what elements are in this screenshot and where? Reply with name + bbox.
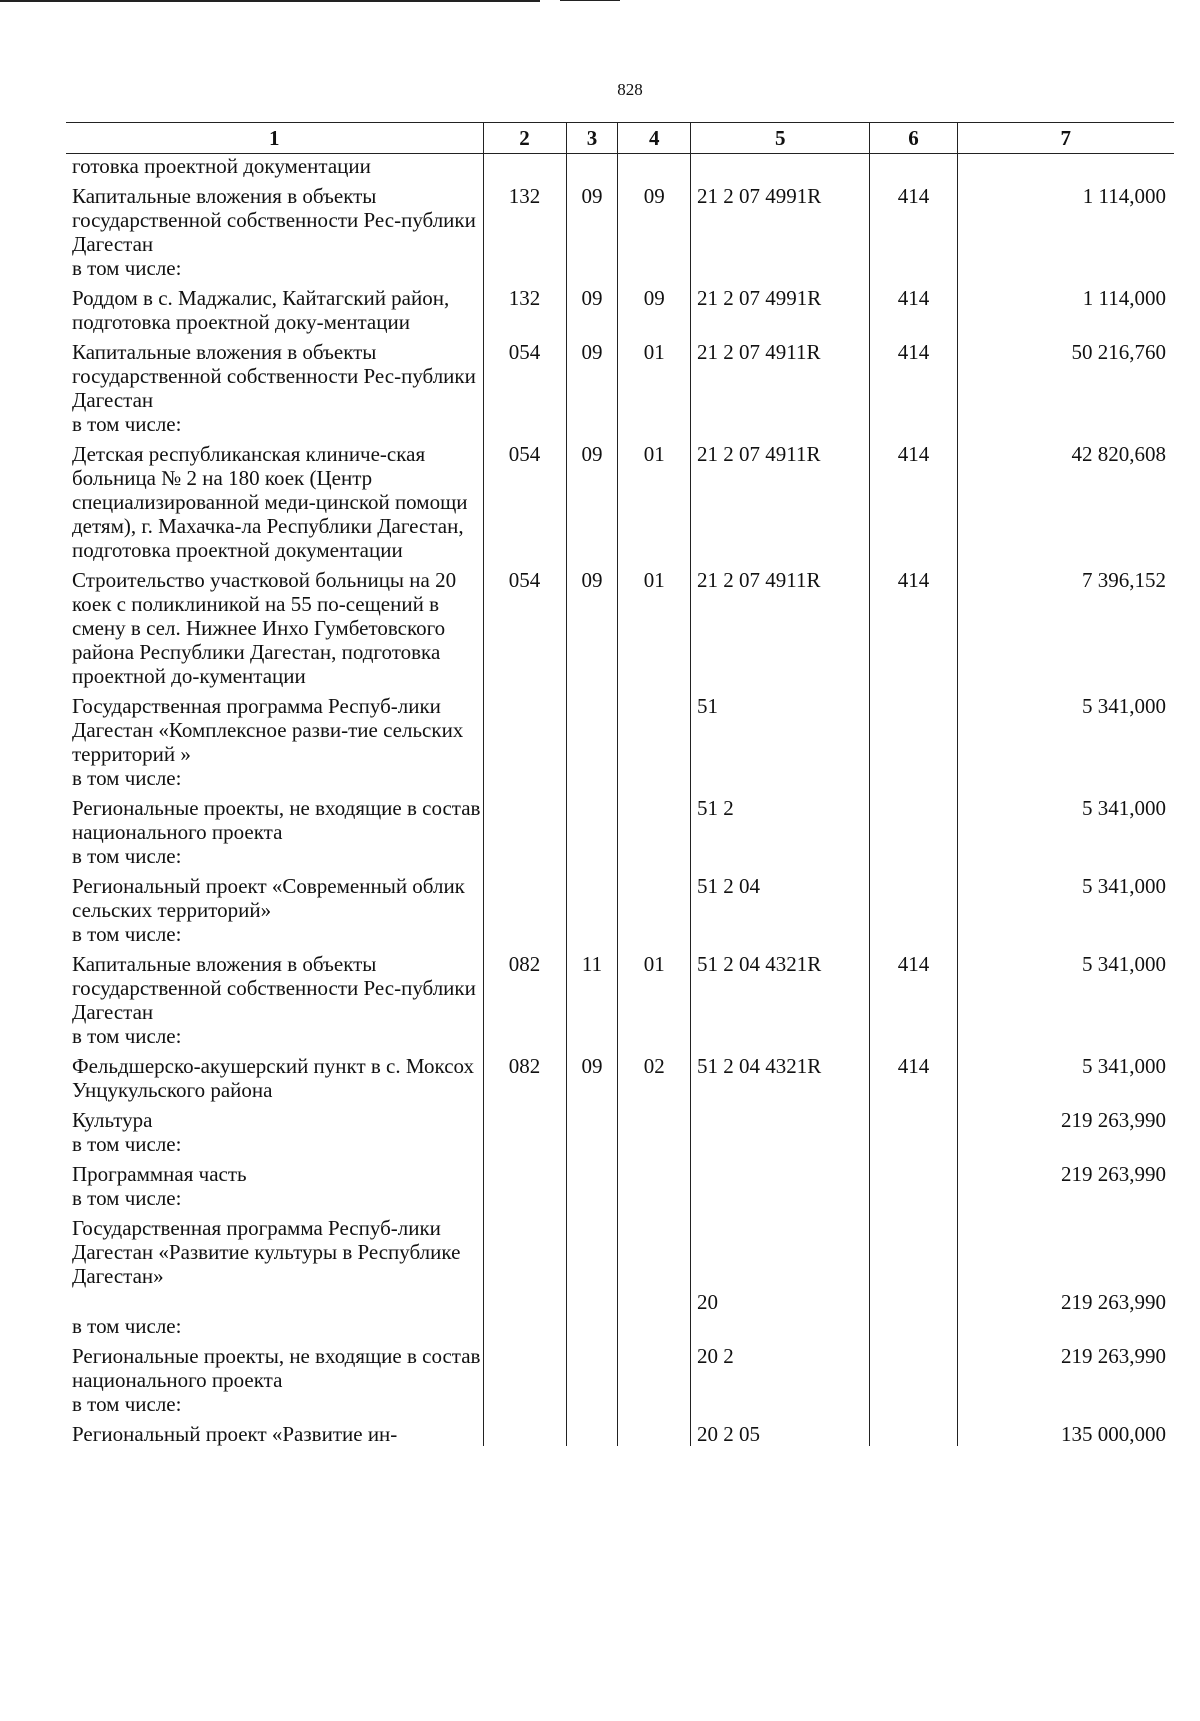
row-target-code xyxy=(691,256,870,280)
row-section-code: 09 xyxy=(566,280,618,334)
row-admin-code xyxy=(483,1210,566,1314)
row-subsection-code: 09 xyxy=(618,280,691,334)
table-row xyxy=(66,562,1174,688)
row-name: Культура xyxy=(72,1108,153,1132)
table-row xyxy=(66,790,1174,844)
row-section-code xyxy=(566,1024,618,1048)
row-expense-type: 414 xyxy=(870,562,957,688)
row-name: в том числе: xyxy=(72,1024,182,1048)
row-admin-code xyxy=(483,1416,566,1446)
row-admin-code: 054 xyxy=(483,334,566,412)
row-amount: 1 114,000 xyxy=(957,178,1174,256)
row-target-code xyxy=(691,1132,870,1156)
row-expense-type: 414 xyxy=(870,1048,957,1102)
row-section-code xyxy=(566,1102,618,1132)
row-name: Государственная программа Респуб-лики Дагестан «Комплексное разви-тие сельских территорий » xyxy=(72,694,464,766)
row-amount xyxy=(957,844,1174,868)
table-row xyxy=(66,436,1174,562)
table-row xyxy=(66,1392,1174,1416)
row-amount xyxy=(957,922,1174,946)
row-expense-type: 414 xyxy=(870,178,957,256)
row-subsection-code xyxy=(618,844,691,868)
table-row xyxy=(66,1314,1174,1338)
row-expense-type xyxy=(870,922,957,946)
row-expense-type xyxy=(870,790,957,844)
row-subsection-code xyxy=(618,790,691,844)
row-subsection-code xyxy=(618,1132,691,1156)
row-admin-code xyxy=(483,1132,566,1156)
row-section-code xyxy=(566,1186,618,1210)
row-target-code: 21 2 07 4911R xyxy=(691,334,870,412)
row-amount: 42 820,608 xyxy=(957,436,1174,562)
row-admin-code: 082 xyxy=(483,1048,566,1102)
table-row xyxy=(66,1102,1174,1132)
row-section-code xyxy=(566,868,618,922)
row-target-code xyxy=(691,1186,870,1210)
row-target-code xyxy=(691,1024,870,1048)
row-name: Детская республиканская клиниче-ская больница № 2 на 180 коек (Центр специализированной меди-цинской помощи детям), г. Махачка-ла Республики Дагестан, подготовка проектной документации xyxy=(72,442,468,562)
row-target-code xyxy=(691,766,870,790)
table-row xyxy=(66,1186,1174,1210)
row-target-code xyxy=(691,922,870,946)
row-amount xyxy=(957,1186,1174,1210)
row-target-code xyxy=(691,1392,870,1416)
row-name: Региональный проект «Развитие ин- xyxy=(72,1422,398,1446)
row-expense-type xyxy=(870,868,957,922)
row-admin-code xyxy=(483,1338,566,1392)
row-admin-code xyxy=(483,1186,566,1210)
row-section-code xyxy=(566,1210,618,1314)
row-amount xyxy=(957,1392,1174,1416)
row-expense-type xyxy=(870,844,957,868)
row-name: в том числе: xyxy=(72,766,182,790)
row-name: в том числе: xyxy=(72,1186,182,1210)
table-row xyxy=(66,1338,1174,1392)
row-amount: 5 341,000 xyxy=(957,868,1174,922)
row-section-code: 11 xyxy=(566,946,618,1024)
row-amount: 219 263,990 xyxy=(957,1156,1174,1186)
row-target-code: 21 2 07 4991R xyxy=(691,178,870,256)
row-amount xyxy=(957,1314,1174,1338)
table-row xyxy=(66,256,1174,280)
row-expense-type xyxy=(870,1102,957,1132)
row-admin-code xyxy=(483,844,566,868)
row-amount: 5 341,000 xyxy=(957,790,1174,844)
row-admin-code xyxy=(483,922,566,946)
row-admin-code: 054 xyxy=(483,562,566,688)
row-expense-type: 414 xyxy=(870,946,957,1024)
row-subsection-code: 01 xyxy=(618,334,691,412)
row-subsection-code xyxy=(618,1416,691,1446)
table-row xyxy=(66,868,1174,922)
table-row xyxy=(66,154,1174,179)
table-row xyxy=(66,1132,1174,1156)
table-row xyxy=(66,688,1174,766)
row-admin-code xyxy=(483,790,566,844)
table-row xyxy=(66,1156,1174,1186)
row-amount xyxy=(957,1024,1174,1048)
row-expense-type xyxy=(870,688,957,766)
row-subsection-code xyxy=(618,1024,691,1048)
row-subsection-code xyxy=(618,868,691,922)
scan-edge-line xyxy=(560,0,620,1)
row-expense-type xyxy=(870,1338,957,1392)
row-target-code: 21 2 07 4911R xyxy=(691,562,870,688)
row-target-code: 20 2 05 xyxy=(691,1416,870,1446)
table-row xyxy=(66,412,1174,436)
row-expense-type: 414 xyxy=(870,280,957,334)
row-name: Капитальные вложения в объекты государственной собственности Рес-публики Дагестан xyxy=(72,184,476,256)
row-admin-code xyxy=(483,868,566,922)
row-subsection-code xyxy=(618,154,691,179)
row-subsection-code: 01 xyxy=(618,562,691,688)
row-admin-code xyxy=(483,1156,566,1186)
row-section-code: 09 xyxy=(566,436,618,562)
row-subsection-code xyxy=(618,1186,691,1210)
row-admin-code xyxy=(483,412,566,436)
table-row xyxy=(66,334,1174,412)
row-section-code xyxy=(566,766,618,790)
row-target-code xyxy=(691,412,870,436)
row-target-code xyxy=(691,1156,870,1186)
row-target-code: 21 2 07 4911R xyxy=(691,436,870,562)
row-section-code xyxy=(566,1132,618,1156)
row-amount: 1 114,000 xyxy=(957,280,1174,334)
row-subsection-code xyxy=(618,1314,691,1338)
row-expense-type: 414 xyxy=(870,334,957,412)
row-name: Роддом в с. Маджалис, Кайтагский район, подготовка проектной доку-ментации xyxy=(72,286,450,334)
row-name: Капитальные вложения в объекты государственной собственности Рес-публики Дагестан xyxy=(72,952,476,1024)
row-admin-code: 054 xyxy=(483,436,566,562)
row-expense-type xyxy=(870,1132,957,1156)
row-expense-type xyxy=(870,256,957,280)
table-row xyxy=(66,844,1174,868)
row-subsection-code xyxy=(618,1102,691,1132)
row-name: Фельдшерско-акушерский пункт в с. Моксох Унцукульского района xyxy=(72,1054,475,1102)
column-header: 1 xyxy=(66,123,483,154)
row-section-code: 09 xyxy=(566,562,618,688)
table-row xyxy=(66,1024,1174,1048)
row-section-code xyxy=(566,844,618,868)
row-section-code xyxy=(566,256,618,280)
row-subsection-code xyxy=(618,256,691,280)
row-subsection-code xyxy=(618,1392,691,1416)
row-subsection-code: 01 xyxy=(618,946,691,1024)
table-row xyxy=(66,766,1174,790)
row-name: Государственная программа Респуб-лики Дагестан «Развитие культуры в Республике Дагестан» xyxy=(72,1216,461,1288)
page-number: 828 xyxy=(617,80,643,99)
row-name: в том числе: xyxy=(72,922,182,946)
row-amount: 5 341,000 xyxy=(957,946,1174,1024)
row-name: в том числе: xyxy=(72,1392,182,1416)
row-expense-type xyxy=(870,412,957,436)
row-section-code xyxy=(566,790,618,844)
column-header: 2 xyxy=(483,123,566,154)
row-subsection-code xyxy=(618,688,691,766)
row-expense-type xyxy=(870,154,957,179)
row-section-code: 09 xyxy=(566,1048,618,1102)
row-amount: 219 263,990 xyxy=(957,1102,1174,1132)
row-amount: 219 263,990 xyxy=(957,1338,1174,1392)
row-target-code xyxy=(691,1102,870,1132)
row-amount: 135 000,000 xyxy=(957,1416,1174,1446)
row-expense-type xyxy=(870,1210,957,1314)
row-name: в том числе: xyxy=(72,1314,182,1338)
row-target-code: 51 2 04 4321R xyxy=(691,946,870,1024)
row-section-code xyxy=(566,1392,618,1416)
row-name: Строительство участковой больницы на 20 коек с поликлиникой на 55 по-сещений в смену в сел. Нижнее Инхо Гумбетовского района Республики Дагестан, подготовка проектной до-кументации xyxy=(72,568,457,688)
row-section-code: 09 xyxy=(566,334,618,412)
table-header-row xyxy=(66,123,1174,154)
row-admin-code: 082 xyxy=(483,946,566,1024)
row-target-code: 51 xyxy=(691,688,870,766)
row-admin-code xyxy=(483,256,566,280)
row-expense-type xyxy=(870,1314,957,1338)
row-expense-type xyxy=(870,1024,957,1048)
row-amount: 7 396,152 xyxy=(957,562,1174,688)
row-name: Программная часть xyxy=(72,1162,247,1186)
row-amount xyxy=(957,1132,1174,1156)
row-admin-code xyxy=(483,688,566,766)
row-target-code xyxy=(691,844,870,868)
row-expense-type xyxy=(870,1392,957,1416)
row-admin-code xyxy=(483,1314,566,1338)
row-target-code: 51 2 04 4321R xyxy=(691,1048,870,1102)
row-admin-code xyxy=(483,766,566,790)
row-name: Региональный проект «Современный облик сельских территорий» xyxy=(72,874,465,922)
column-header: 6 xyxy=(870,123,957,154)
row-amount xyxy=(957,154,1174,179)
column-header: 7 xyxy=(957,123,1174,154)
row-amount: 219 263,990 xyxy=(957,1210,1174,1314)
row-admin-code: 132 xyxy=(483,178,566,256)
row-section-code: 09 xyxy=(566,178,618,256)
row-subsection-code: 01 xyxy=(618,436,691,562)
row-target-code: 20 2 xyxy=(691,1338,870,1392)
row-section-code xyxy=(566,1416,618,1446)
row-subsection-code: 09 xyxy=(618,178,691,256)
row-subsection-code xyxy=(618,922,691,946)
table-row xyxy=(66,1210,1174,1314)
row-target-code: 21 2 07 4991R xyxy=(691,280,870,334)
row-admin-code xyxy=(483,154,566,179)
table-row xyxy=(66,178,1174,256)
row-amount: 5 341,000 xyxy=(957,1048,1174,1102)
row-expense-type xyxy=(870,1186,957,1210)
row-subsection-code xyxy=(618,766,691,790)
row-name: в том числе: xyxy=(72,256,182,280)
row-amount: 50 216,760 xyxy=(957,334,1174,412)
row-expense-type: 414 xyxy=(870,436,957,562)
row-section-code xyxy=(566,922,618,946)
row-amount xyxy=(957,766,1174,790)
row-amount xyxy=(957,412,1174,436)
row-section-code xyxy=(566,412,618,436)
row-section-code xyxy=(566,1338,618,1392)
row-subsection-code: 02 xyxy=(618,1048,691,1102)
row-section-code xyxy=(566,154,618,179)
row-target-code: 51 2 xyxy=(691,790,870,844)
row-subsection-code xyxy=(618,1156,691,1186)
table-row xyxy=(66,1048,1174,1102)
row-name: в том числе: xyxy=(72,1132,182,1156)
column-header: 5 xyxy=(691,123,870,154)
row-expense-type xyxy=(870,1416,957,1446)
row-amount: 5 341,000 xyxy=(957,688,1174,766)
row-name: в том числе: xyxy=(72,412,182,436)
row-subsection-code xyxy=(618,1338,691,1392)
row-expense-type xyxy=(870,766,957,790)
row-section-code xyxy=(566,1314,618,1338)
row-subsection-code xyxy=(618,412,691,436)
row-section-code xyxy=(566,1156,618,1186)
row-admin-code xyxy=(483,1392,566,1416)
row-name: Региональные проекты, не входящие в состав национального проекта xyxy=(72,1344,481,1392)
row-target-code: 51 2 04 xyxy=(691,868,870,922)
row-subsection-code xyxy=(618,1210,691,1314)
row-amount xyxy=(957,256,1174,280)
row-name: готовка проектной документации xyxy=(72,154,371,178)
row-expense-type xyxy=(870,1156,957,1186)
row-target-code xyxy=(691,154,870,179)
budget-table xyxy=(66,122,1174,1446)
row-target-code xyxy=(691,1314,870,1338)
column-header: 3 xyxy=(566,123,618,154)
row-admin-code xyxy=(483,1102,566,1132)
row-admin-code: 132 xyxy=(483,280,566,334)
table-row xyxy=(66,280,1174,334)
row-target-code: 20 xyxy=(691,1210,870,1314)
scan-edge-line xyxy=(0,0,540,2)
column-header: 4 xyxy=(618,123,691,154)
row-name: Капитальные вложения в объекты государственной собственности Рес-публики Дагестан xyxy=(72,340,476,412)
row-admin-code xyxy=(483,1024,566,1048)
row-name: Региональные проекты, не входящие в состав национального проекта xyxy=(72,796,481,844)
table-row xyxy=(66,1416,1174,1446)
table-row xyxy=(66,922,1174,946)
row-section-code xyxy=(566,688,618,766)
table-row xyxy=(66,946,1174,1024)
row-name: в том числе: xyxy=(72,844,182,868)
